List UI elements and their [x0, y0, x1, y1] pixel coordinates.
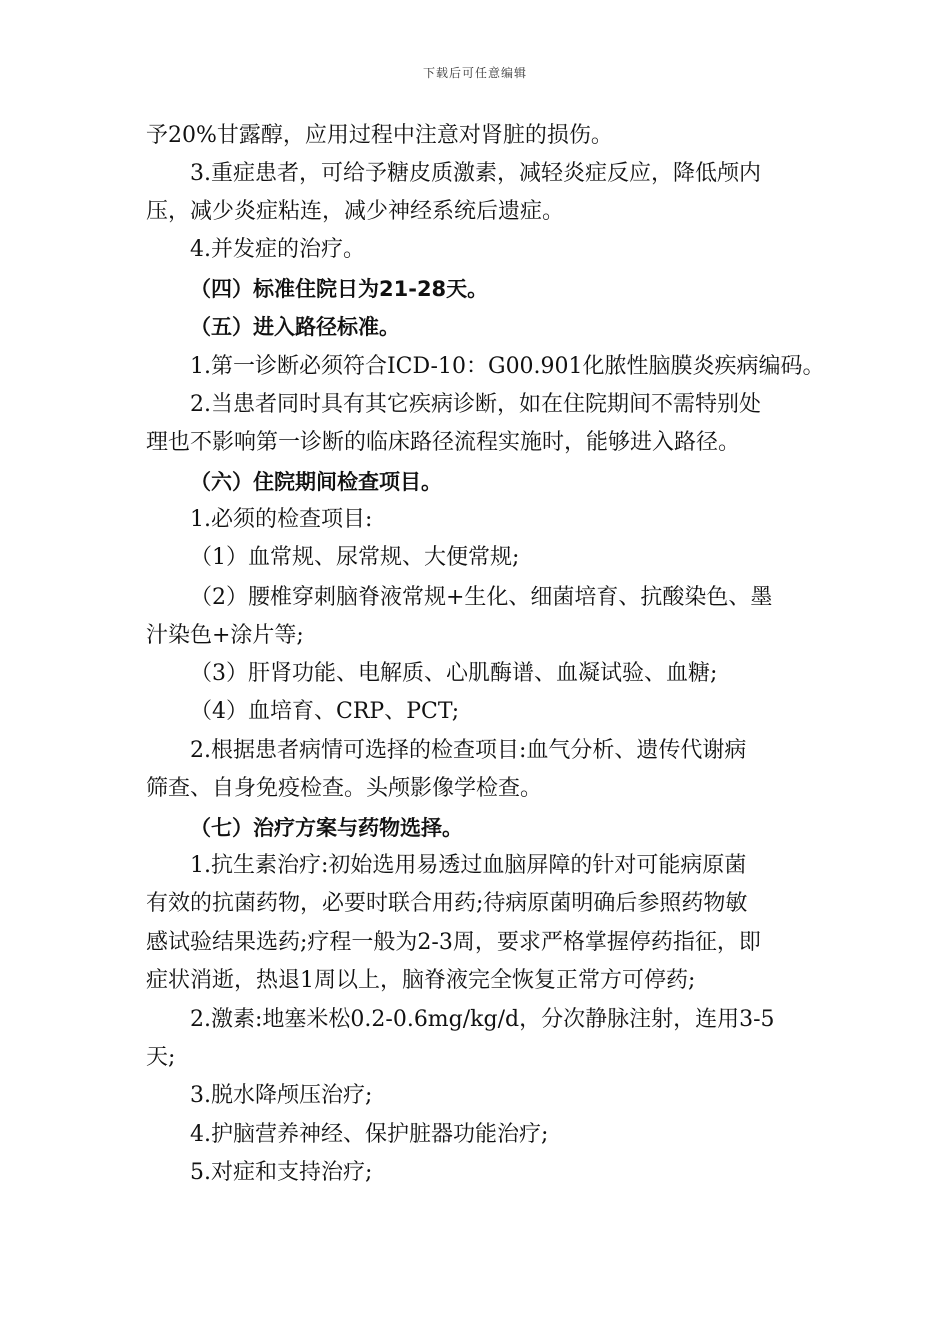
text-line: （4）血培育、CRP、PCT; — [190, 699, 460, 724]
text-line: 3.重症患者，可给予糖皮质激素，减轻炎症反应，降低颅内 — [190, 161, 761, 186]
text-line: 天; — [146, 1045, 176, 1070]
section-heading: （五）进入路径标准。 — [190, 315, 400, 339]
text-line: （2）腰椎穿刺脑脊液常规+生化、细菌培育、抗酸染色、墨 — [190, 585, 773, 610]
section-heading: （七）治疗方案与药物选择。 — [190, 816, 463, 840]
text-line: 1.抗生素治疗:初始选用易透过血脑屏障的针对可能病原菌 — [190, 853, 747, 878]
text-line: 4.护脑营养神经、保护脏器功能治疗; — [190, 1122, 549, 1147]
text-line: 予20%甘露醇，应用过程中注意对肾脏的损伤。 — [146, 123, 613, 148]
text-line: 4.并发症的治疗。 — [190, 237, 365, 262]
text-line: （1）血常规、尿常规、大便常规; — [190, 545, 520, 570]
text-line: 症状消逝，热退1周以上，脑脊液完全恢复正常方可停药; — [146, 968, 696, 993]
page-header: 下载后可任意编辑 — [422, 66, 527, 80]
section-heading: （四）标准住院日为21-28天。 — [190, 277, 489, 301]
text-line: 2.根据患者病情可选择的检查项目:血气分析、遗传代谢病 — [190, 738, 747, 763]
text-line: 感试验结果选药;疗程一般为2-3周，要求严格掌握停药指征，即 — [146, 930, 761, 955]
text-line: 5.对症和支持治疗; — [190, 1160, 373, 1185]
text-line: 筛查、自身免疫检查。头颅影像学检查。 — [146, 776, 543, 801]
section-heading: （六）住院期间检查项目。 — [190, 470, 442, 494]
text-line: 3.脱水降颅压治疗; — [190, 1083, 373, 1108]
text-line: 1.第一诊断必须符合ICD-10：G00.901化脓性脑膜炎疾病编码。 — [190, 354, 825, 379]
text-line: 2.当患者同时具有其它疾病诊断，如在住院期间不需特别处 — [190, 392, 761, 417]
text-line: （3）肝肾功能、电解质、心肌酶谱、血凝试验、血糖; — [190, 661, 718, 686]
text-line: 1.必须的检查项目: — [190, 507, 373, 532]
text-line: 2.激素:地塞米松0.2-0.6mg/kg/d，分次静脉注射，连用3-5 — [190, 1007, 775, 1032]
text-line: 压，减少炎症粘连，减少神经系统后遗症。 — [146, 199, 565, 224]
text-line: 理也不影响第一诊断的临床路径流程实施时，能够进入路径。 — [146, 430, 741, 455]
text-line: 有效的抗菌药物，必要时联合用药;待病原菌明确后参照药物敏 — [146, 891, 748, 916]
text-line: 汁染色+涂片等; — [146, 623, 304, 648]
